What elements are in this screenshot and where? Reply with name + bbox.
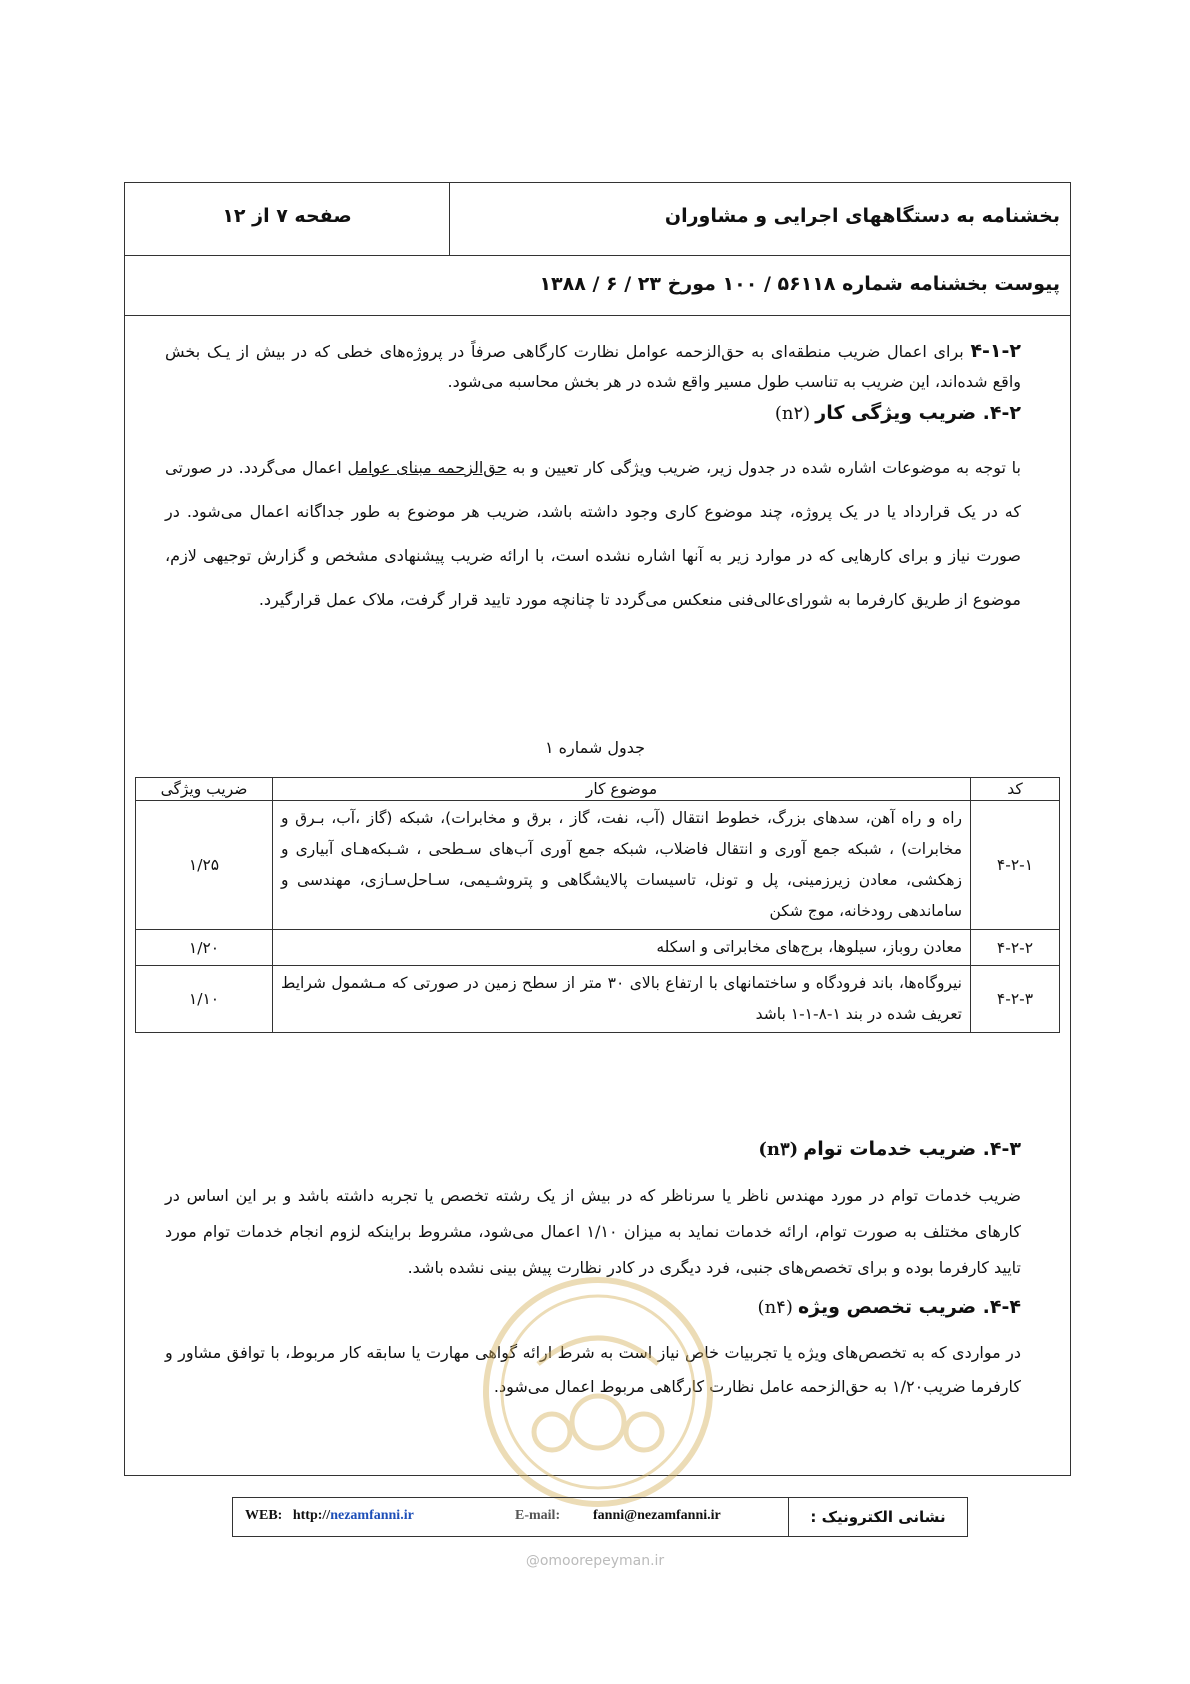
web-label: WEB: [245, 1508, 283, 1523]
web-link[interactable]: nezamfanni.ir [330, 1508, 414, 1523]
section-symbol: (n۳) [758, 1139, 799, 1160]
section-heading: ۴-۲. ضریب ویژگی کار [815, 402, 1021, 424]
header-divider [449, 183, 450, 255]
header-row [125, 183, 1070, 256]
underlined-text: حق‌الزحمه مبنای عوامل [347, 458, 507, 477]
row-subject: راه و راه آهن، سدهای بزرگ، خطوط انتقال (آب، نفت، گاز ، برق و مخابرات)، شبکه (گاز ،آب، بـرق و مخابرات) ، شبکه جمع آوری و انتقال فاضلاب، شبکه جمع آوری آب‌های سـطحی ، شـبکه‌هـای آبیاری و زهکشی، معادن زیرزمینی، پل و تونل، تاسیسات پالایشگاهی و پتروشـیمی، سـاحل‌سـازی، مهندسی و ساماندهی رودخانه، موج شکن [273, 801, 971, 930]
seal-watermark [478, 1272, 718, 1512]
web-address [245, 1508, 414, 1524]
row-subject: نیروگاه‌ها، باند فرودگاه و ساختمانهای با ارتفاع بالای ۳۰ متر از سطح زمین در صورتی که مـشمول شرایط تعریف شده در بند ۱-۸-۱-۱ باشد [273, 966, 971, 1033]
row-code: ۴-۲-۱ [971, 801, 1060, 930]
row-subject: معادن روباز، سیلوها، برج‌های مخابراتی و اسکله [273, 930, 971, 966]
email-link[interactable]: fanni@nezamfanni.ir [593, 1508, 721, 1523]
header-subject: موضوع کار [273, 778, 971, 801]
web-prefix: http:// [292, 1508, 331, 1523]
page-title: بخشنامه به دستگاههای اجرایی و مشاوران [664, 205, 1060, 227]
section-4-2-body [165, 446, 1021, 622]
table-header-row [136, 778, 1060, 801]
row-coef: ۱/۲۵ [136, 801, 273, 930]
page-number: صفحه ۷ از ۱۲ [222, 205, 352, 227]
section-heading: ۴-۴. ضریب تخصص ویژه [797, 1296, 1021, 1318]
row-code: ۴-۲-۳ [971, 966, 1060, 1033]
row-code: ۴-۲-۲ [971, 930, 1060, 966]
table-row [136, 801, 1060, 930]
paragraph-part-b: اعمال می‌گردد. در صورتی که در یک قرارداد یا در یک پروژه، چند موضوع کاری وجود داشته باشد، ضریب هر موضوع به طور جداگانه اعمال می‌شود. در صورت نیاز و برای کارهایی که در موارد زیر به آنها اشاره نشده است، با ارائه ضریب پیشنهادی مشخص و گزارش توجیهی لازم، موضوع از طریق کارفرما به شورای‌عالی‌فنی منعکس می‌گردد تا چنانچه مورد تایید قرار گرفت، ملاک عمل قرارگیرد. [165, 458, 1021, 609]
coefficient-table [135, 777, 1060, 1033]
section-4-3-body: ضریب خدمات توام در مورد مهندس ناظر یا سرناظر که در بیش از یک رشته تخصص یا تجربه داشته باشد و بر این اساس در کارهای مختلف به صورت توام، ارائه خدمات نماید به میزان ۱/۱۰ اعمال می‌شود، مشروط براینکه لزوم انجام خدمات توام مورد تایید کارفرما بوده و برای تخصص‌های جنبی، فرد دیگری در کادر نظارت پیش بینی نشده باشد. [165, 1186, 1022, 1277]
section-text: برای اعمال ضریب منطقه‌ای به حق‌الزحمه عوامل نظارت کارگاهی صرفاً در پروژه‌های خطی که در بیش از یـک بخش واقع شده‌اند، این ضریب به تناسب طول مسیر واقع شده در هر بخش محاسبه می‌شود. [165, 342, 1021, 391]
row-coef: ۱/۲۰ [136, 930, 273, 966]
row-coef: ۱/۱۰ [136, 966, 273, 1033]
section-4-2-heading [165, 402, 1021, 424]
footer-label: نشانی الکترونیک : [788, 1498, 967, 1536]
header-code: کد [971, 778, 1060, 801]
section-4-4-body: در مواردی که به تخصص‌های ویژه یا تجربیات خاص نیاز است به شرط ارائه گواهی مهارت یا سابقه کار مربوط، با توافق مشاور و کارفرما ضریب۱/۲۰ به حق‌الزحمه عامل نظارت کارگاهی مربوط اعمال می‌شود. [165, 1343, 1021, 1396]
section-number: ۴-۱-۲ [970, 340, 1021, 362]
email-label: E-mail: [515, 1508, 561, 1523]
paragraph-part-a: با توجه به موضوعات اشاره شده در جدول زیر، ضریب ویژگی کار تعیین و به [512, 458, 1021, 477]
table-caption: جدول شماره ۱ [544, 738, 646, 757]
section-4-2-1 [165, 336, 1021, 397]
circular-reference: پیوست بخشنامه شماره ۵۶۱۱۸ / ۱۰۰ مورخ ۲۳ / ۶ / ۱۳۸۸ [539, 273, 1060, 295]
table-row [136, 930, 1060, 966]
section-4-3-heading [165, 1138, 1021, 1160]
reference-row [125, 255, 1070, 316]
section-symbol: (n۴) [757, 1297, 793, 1318]
contact-footer [232, 1497, 968, 1537]
table-row [136, 966, 1060, 1033]
watermark-text: @omoorepeyman.ir [525, 1553, 665, 1569]
section-symbol: (n۲) [774, 403, 811, 424]
header-coef: ضریب ویژگی [136, 778, 273, 801]
section-heading: ۴-۳. ضریب خدمات توام [803, 1138, 1021, 1160]
